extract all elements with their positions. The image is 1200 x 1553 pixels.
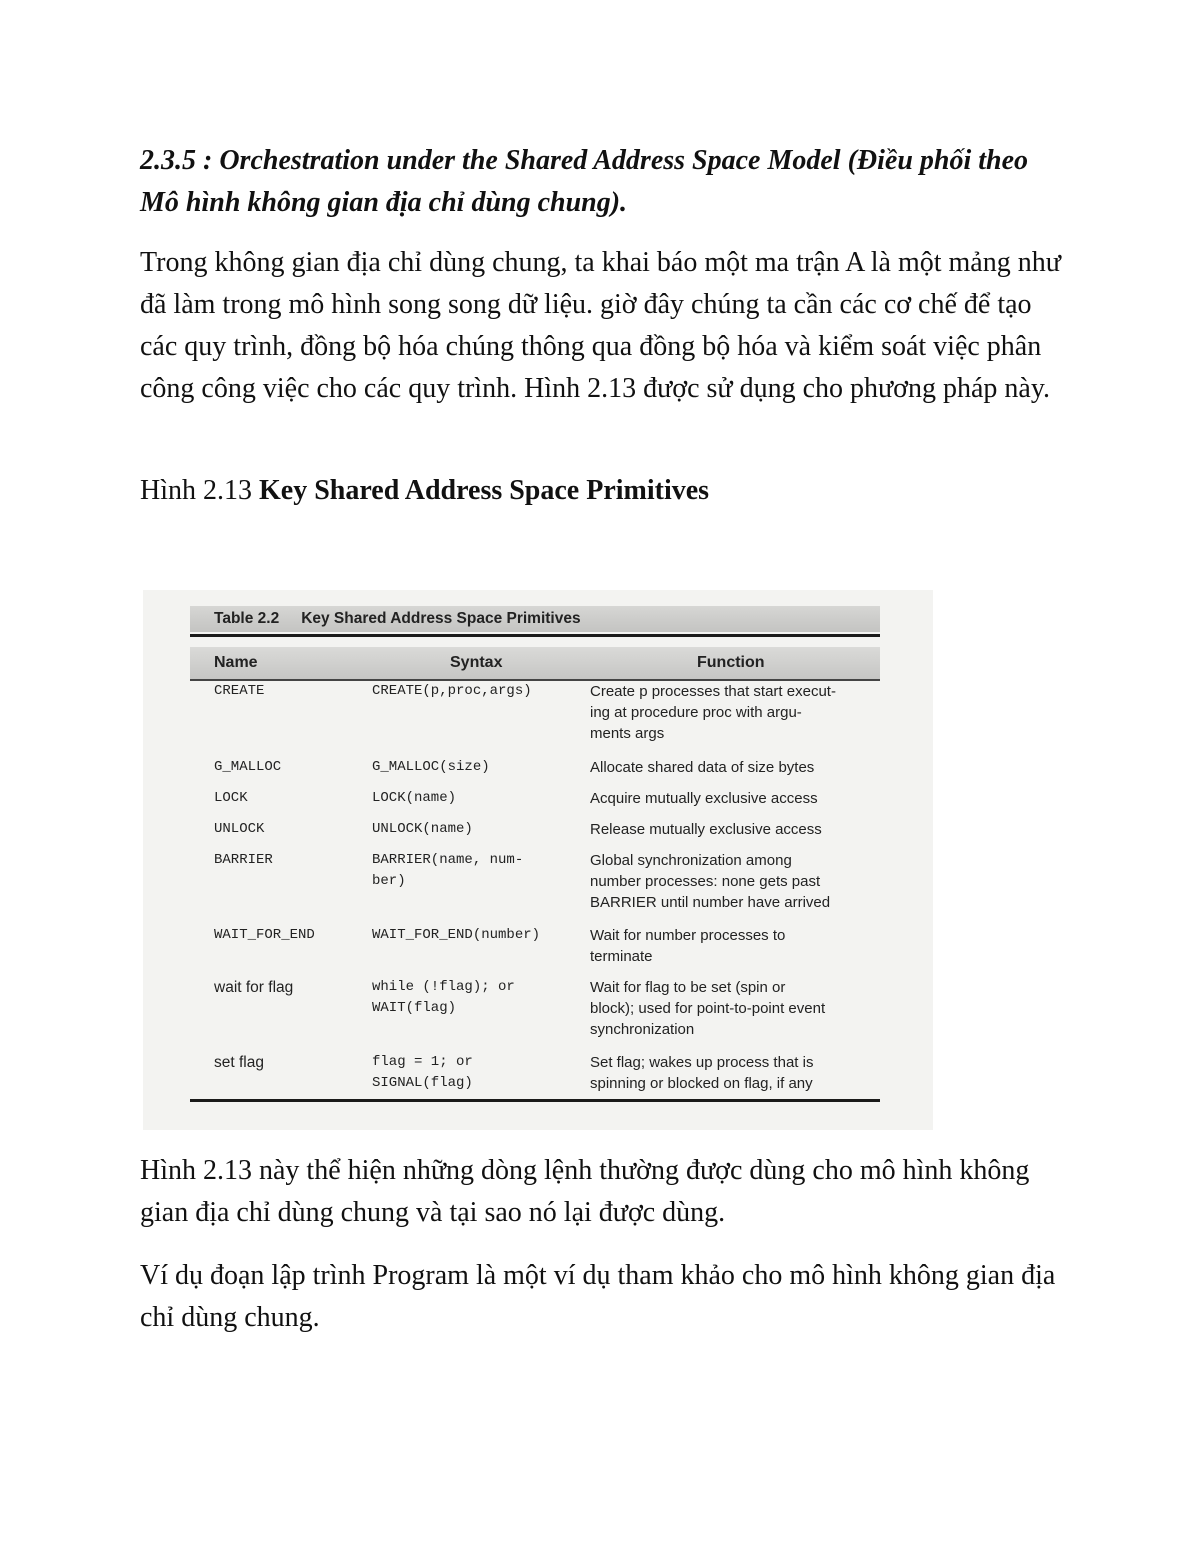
header-name: Name — [214, 654, 258, 671]
figure-caption-prefix: Hình 2.13 — [140, 475, 259, 506]
cell-syntax: G_MALLOC(size) — [372, 759, 490, 775]
cell-name: G_MALLOC — [214, 759, 282, 775]
intro-paragraph: Trong không gian địa chỉ dùng chung, ta khai báo một ma trận A là một mảng như đã làm trong mô hình song song dữ liệu. giờ đây chúng ta cần các cơ chế để tạo các quy trình, đồng bộ hóa chúng thông qua đồng bộ hóa và kiểm soát việc phân công công việc cho các quy trình. Hình 2.13 được sử dụng cho phương pháp này. — [140, 247, 1061, 404]
table-number: Table 2.2 — [214, 610, 280, 627]
section-heading: 2.3.5 : Orchestration under the Shared Address Space Model (Điều phối theo Mô hình không gian địa chỉ dùng chung). — [140, 145, 1029, 218]
cell-name: CREATE — [214, 683, 265, 699]
table-bottom-rule — [190, 1099, 880, 1102]
figure-caption — [140, 470, 1070, 512]
cell-name: wait for flag — [214, 979, 294, 996]
cell-function: Set flag; wakes up process that is spinning or blocked on flag, if any — [590, 1054, 814, 1092]
cell-function: Allocate shared data of size bytes — [590, 759, 815, 776]
header-syntax: Syntax — [450, 654, 503, 671]
cell-syntax: CREATE(p,proc,args) — [372, 683, 532, 699]
cell-function: Wait for number processes to terminate — [590, 927, 786, 965]
table-figure — [143, 590, 933, 1130]
cell-syntax: while (!flag); or WAIT(flag) — [372, 979, 515, 1016]
cell-function: Global synchronization among number processes: none gets past BARRIER until number have arrived — [590, 852, 831, 911]
table-top-rule — [190, 634, 880, 637]
cell-function: Release mutually exclusive access — [590, 821, 822, 838]
cell-syntax: UNLOCK(name) — [372, 821, 473, 837]
table-title-bar — [190, 606, 880, 632]
cell-name: LOCK — [214, 790, 248, 806]
cell-name: BARRIER — [214, 852, 273, 868]
table-header — [190, 647, 880, 681]
cell-function: Wait for flag to be set (spin or block); used for point-to-point event synchronization — [590, 979, 826, 1038]
header-function: Function — [697, 654, 765, 671]
cell-function: Acquire mutually exclusive access — [590, 790, 818, 807]
figure-caption-title: Key Shared Address Space Primitives — [259, 475, 710, 506]
cell-syntax: WAIT_FOR_END(number) — [372, 927, 541, 943]
table-title: Key Shared Address Space Primitives — [301, 610, 581, 627]
example-paragraph: Ví dụ đoạn lập trình Program là một ví dụ tham khảo cho mô hình không gian địa chỉ dùng chung. — [140, 1260, 1056, 1333]
explanation-paragraph: Hình 2.13 này thể hiện những dòng lệnh thường được dùng cho mô hình không gian địa chỉ dùng chung và tại sao nó lại được dùng. — [140, 1155, 1030, 1228]
cell-name: UNLOCK — [214, 821, 265, 837]
cell-syntax: LOCK(name) — [372, 790, 457, 806]
cell-syntax: BARRIER(name, num- ber) — [372, 852, 524, 889]
cell-name: set flag — [214, 1054, 264, 1071]
cell-syntax: flag = 1; or SIGNAL(flag) — [372, 1054, 473, 1091]
cell-name: WAIT_FOR_END — [214, 927, 315, 943]
cell-function: Create p processes that start execut- ing at procedure proc with argu- ments args — [590, 683, 836, 742]
